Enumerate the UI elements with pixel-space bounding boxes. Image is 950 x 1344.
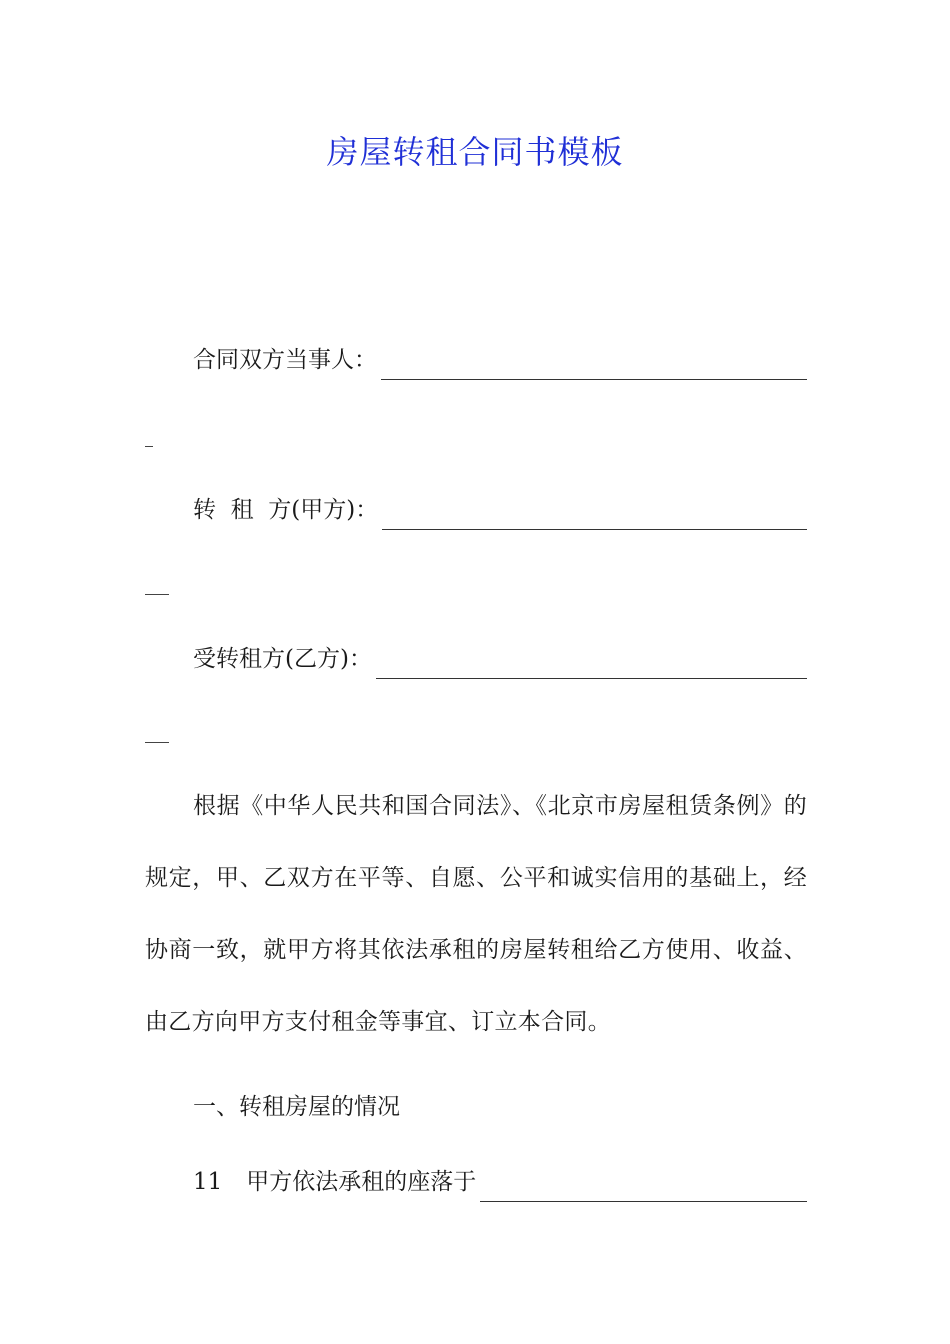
sublessor-blank <box>382 499 807 530</box>
sublessee-row <box>145 639 807 679</box>
parties-label: 合同双方当事人： <box>193 347 377 373</box>
sublessor-row <box>145 490 807 530</box>
sublessee-blank <box>376 648 807 679</box>
clause-1-1-number: 11 <box>193 1169 223 1195</box>
sublessor-blank-continuation <box>145 594 169 595</box>
sublessor-label: 转 租 方(甲方)： <box>193 497 379 523</box>
parties-blank-continuation <box>145 446 153 447</box>
preamble-paragraph: 根据《中华人民共和国合同法》、《北京市房屋租赁条例》的规定，甲、乙双方在平等、自愿、公平和诚实信用的基础上，经协商一致，就甲方将其依法承租的房屋转租给乙方使用、收益、由乙方向甲方支付租金等事宜、订立本合同。 <box>145 793 807 1035</box>
section-1-heading: 一、转租房屋的情况 <box>193 1094 400 1120</box>
parties-row <box>145 340 807 380</box>
sublessee-label: 受转租方(乙方)： <box>193 646 372 672</box>
parties-blank <box>381 349 807 380</box>
sublessee-blank-continuation <box>145 742 169 743</box>
clause-1-1-text: 甲方依法承租的座落于 <box>246 1169 477 1195</box>
clause-1-1-row <box>145 1162 807 1202</box>
clause-1-1-blank <box>480 1171 807 1202</box>
document-title: 房屋转租合同书模板 <box>326 133 624 171</box>
